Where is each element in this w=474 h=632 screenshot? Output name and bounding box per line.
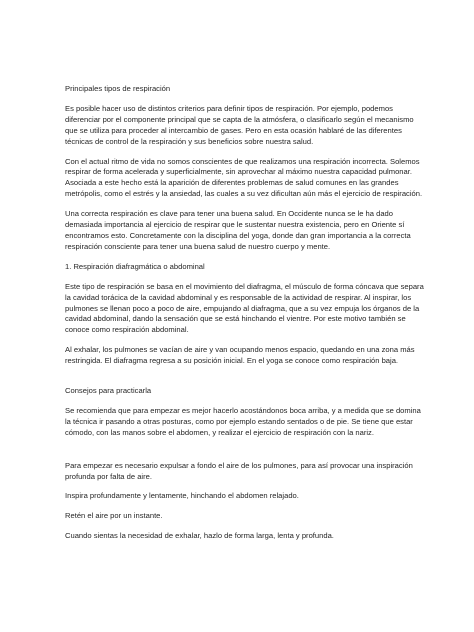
paragraph-diaphragm: Este tipo de respiración se basa en el movimiento del diafragma, el músculo de forma cóncava que separa la cavidad torácica de la cavidad abdominal y es responsable de la actividad de respirar. Al inspirar, los pulmones se llenan poco a poco de aire, empujando al diafragma, que a su vez empuja los órganos de la cavidad abdominal, dando la sensación que se está hinchando el vientre. Por este motivo también se conoce como respiración abdominal. xyxy=(65,281,424,335)
paragraph-inhale: Inspira profundamente y lentamente, hinchando el abdomen relajado. xyxy=(65,491,299,501)
paragraph-exhale: Al exhalar, los pulmones se vacían de aire y van ocupando menos espacio, quedando en una zona más restringida. El diafragma regresa a su posición inicial. En el yoga se conoce como respiración baja. xyxy=(65,345,415,366)
paragraph-intro: Es posible hacer uso de distintos criterios para definir tipos de respiración. Por ejemplo, podemos diferenciar por el componente principal que se capta de la atmósfera, o clasificarlo según el mecanismo que se utiliza para proceder al intercambio de gases. Pero en esta ocasión hablaré de las diferentes técnicas de control de la respiración y sus beneficios sobre nuestra salud. xyxy=(65,103,414,146)
paragraph-exhale-slow: Cuando sientas la necesidad de exhalar, hazlo de forma larga, lenta y profunda. xyxy=(65,531,334,541)
document-body xyxy=(65,84,425,551)
paragraph-health: Una correcta respiración es clave para tener una buena salud. En Occidente nunca se le ha dado demasiada importancia al ejercicio de respirar que le sustentar nuestra existencia, pero en Oriente sí encontramos esto. Concretamente con la disciplina del yoga, donde dan gran importancia a la correcta respiración consciente para tener una buena salud de nuestro cuerpo y mente. xyxy=(65,209,411,251)
section-heading-tips: Consejos para practicarla xyxy=(65,386,152,396)
section-heading-diaphragmatic: 1. Respiración diafragmática o abdominal xyxy=(65,261,205,271)
paragraph-posture: Se recomienda que para empezar es mejor hacerlo acostándonos boca arriba, y a medida que se domina la técnica ir pasando a otras posturas, como por ejemplo estando sentados o de pie. Se tiene que estar cómodo, con las manos sobre el abdomen, y realizar el ejercicio de respiración con la nariz. xyxy=(65,405,421,437)
paragraph-expel-air: Para empezar es necesario expulsar a fondo el aire de los pulmones, para así provocar una inspiración profunda por falta de aire. xyxy=(65,460,413,481)
paragraph-lifestyle: Con el actual ritmo de vida no somos conscientes de que realizamos una respiración incorrecta. Solemos respirar de forma acelerada y superficialmente, sin aprovechar al máximo nuestra capacidad pulmonar. Asociada a este hecho está la aparición de diferentes problemas de salud comunes en las grandes metrópolis, como el estrés y la ansiedad, las cuales a su vez dificultan aún más el ejercicio de respiración. xyxy=(65,156,423,199)
section-heading-breathing-types: Principales tipos de respiración xyxy=(65,84,171,93)
paragraph-hold: Retén el aire por un instante. xyxy=(65,511,163,521)
